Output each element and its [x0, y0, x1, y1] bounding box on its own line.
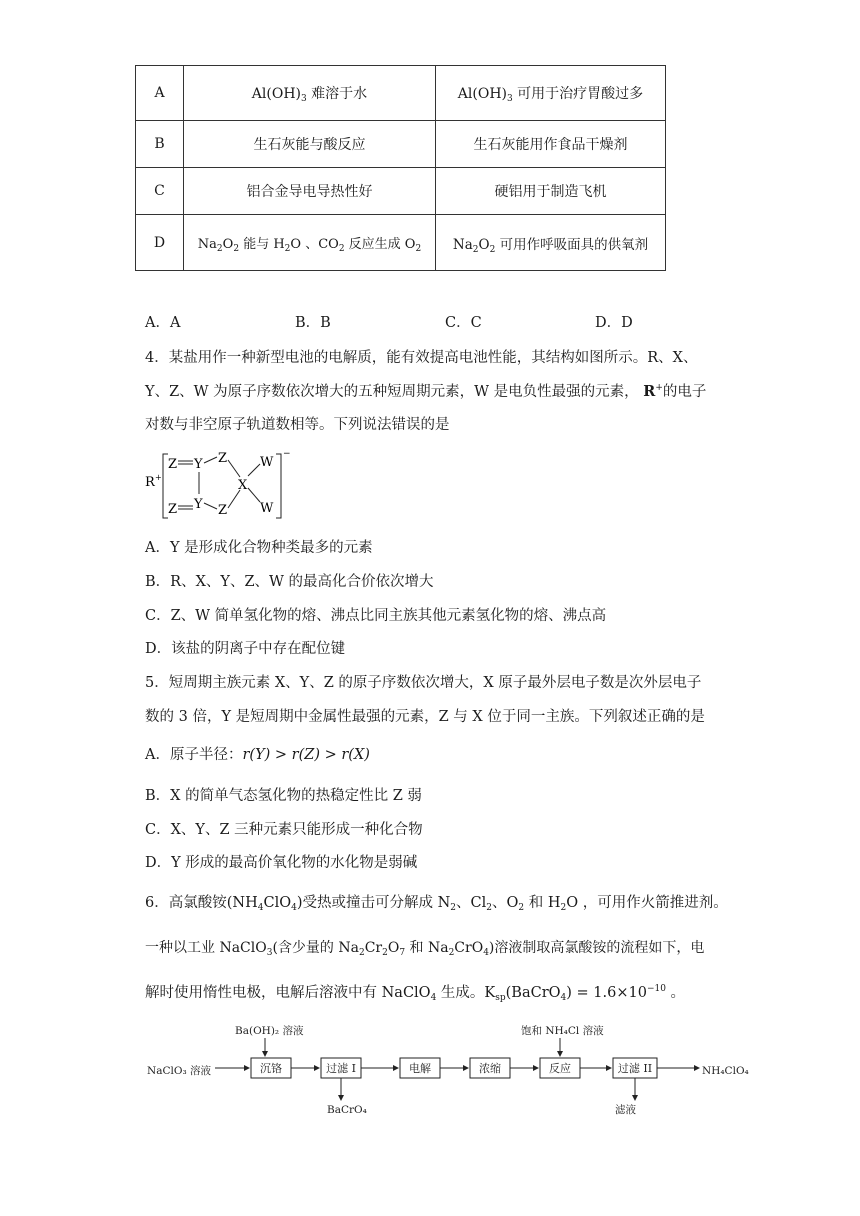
atom-z: Z — [218, 451, 228, 466]
q4-stem-line1: 4．某盐用作一种新型电池的电解质，能有效提高电池性能，其结构如图所示。R、X、 — [145, 350, 698, 366]
atom-y: Y — [194, 497, 203, 512]
flow-step-filter-2: 过滤 II — [617, 1062, 653, 1075]
choice-b[interactable]: B．B — [295, 315, 331, 331]
atom-y: Y — [194, 457, 203, 472]
flow-step-chromium-precipitation: 沉铬 — [260, 1062, 282, 1075]
q5-stem-line2: 数的 3 倍，Y 是短周期中金属性最强的元素，Z 与 X 位于同一主族。下列叙述正确的是 — [145, 709, 705, 725]
q4-option-b[interactable]: B．R、X、Y、Z、W 的最高化合价依次增大 — [145, 574, 434, 590]
atom-z: Z — [218, 503, 228, 518]
process-flowchart — [145, 1020, 755, 1120]
table-row — [136, 168, 666, 215]
choice-d[interactable]: D．D — [595, 315, 633, 331]
application-cell: $Na_2O_2$ 可用作呼吸面具的供氧剂 — [436, 215, 666, 271]
choice-a[interactable]: A．A — [145, 315, 181, 331]
q3-choices — [145, 313, 745, 333]
atom-w: W — [260, 455, 274, 470]
q4-stem-line2: Y、Z、W 为原子序数依次增大的五种短周期元素，W 是电负性最强的元素， R+的电子 — [145, 383, 707, 400]
table-row — [136, 215, 666, 271]
q5-stem-line1: 5．短周期主族元素 X、Y、Z 的原子序数依次增大，X 原子最外层电子数是次外层电子 — [145, 675, 702, 691]
flow-step-filter-1: 过滤 I — [326, 1062, 356, 1075]
q5-option-b[interactable]: B．X 的简单气态氢化物的热稳定性比 Z 弱 — [145, 788, 422, 804]
table-row — [136, 121, 666, 168]
q6-stem-line3: 解时使用惰性电极，电解后溶液中有 NaClO$_4$ 生成。$K_{sp}(BaCrO_4) = 1.6\times 10^{-10}$ 。 — [145, 984, 686, 1003]
flow-byproduct-filtrate: 滤液 — [615, 1104, 636, 1116]
flow-byproduct-bacro4: BaCrO₄ — [327, 1104, 367, 1116]
q5-option-a[interactable]: A．原子半径：r(Y) > r(Z) > r(X) — [145, 747, 370, 763]
q5-option-d[interactable]: D．Y 形成的最高价氧化物的水化物是弱碱 — [145, 855, 418, 871]
atom-z: Z — [168, 457, 178, 472]
q4-option-d[interactable]: D．该盐的阴离子中存在配位键 — [145, 641, 346, 657]
q4-stem-line3: 对数与非空原子轨道数相等。下列说法错误的是 — [145, 417, 450, 433]
atom-z: Z — [168, 502, 178, 517]
row-label: C — [136, 168, 184, 215]
q4-option-c[interactable]: C．Z、W 简单氢化物的熔、沸点比同主族其他元素氢化物的熔、沸点高 — [145, 608, 607, 624]
options-table — [135, 65, 666, 271]
salt-structure-diagram — [140, 448, 300, 523]
right-bracket — [276, 454, 281, 518]
anion-charge: − — [283, 449, 291, 459]
q4-option-a[interactable]: A．Y 是形成化合物种类最多的元素 — [145, 540, 373, 556]
flow-step-concentrate: 浓缩 — [479, 1062, 501, 1075]
cation-label: R — [145, 475, 155, 490]
statement-cell: 生石灰能与酸反应 — [184, 121, 436, 168]
flow-start: NaClO₃ 溶液 — [147, 1065, 211, 1077]
statement-cell: $Na_2O_2$ 能与 $H_2O$ 、$CO_2$ 反应生成 $O_2$ — [184, 215, 436, 271]
atom-x: X — [238, 478, 248, 493]
application-cell: $Al(OH)_3$ 可用于治疗胃酸过多 — [436, 66, 666, 121]
flow-step-reaction: 反应 — [549, 1062, 571, 1075]
radius-formula: r(Y) > r(Z) > r(X) — [242, 747, 370, 763]
row-label: B — [136, 121, 184, 168]
choice-c[interactable]: C．C — [445, 315, 482, 331]
atom-w: W — [260, 501, 274, 516]
q5-option-c[interactable]: C．X、Y、Z 三种元素只能形成一种化合物 — [145, 822, 423, 838]
application-cell: 生石灰能用作食品干燥剂 — [436, 121, 666, 168]
flow-reagent-baoh2: Ba(OH)₂ 溶液 — [235, 1025, 304, 1037]
row-label: A — [136, 66, 184, 121]
cation-charge: + — [155, 473, 162, 482]
flow-end: NH₄ClO₄ — [702, 1065, 749, 1077]
table-row — [136, 66, 666, 121]
statement-cell: $Al(OH)_3$ 难溶于水 — [184, 66, 436, 121]
flow-reagent-nh4cl: 饱和 NH₄Cl 溶液 — [521, 1025, 604, 1037]
application-cell: 硬铝用于制造飞机 — [436, 168, 666, 215]
q6-stem-line1: 6．高氯酸铵$(NH_4ClO_4)$受热或撞击可分解成 $N_2$、$Cl_2$、$O_2$ 和 $H_2O$ ，可用作火箭推进剂。 — [145, 895, 728, 913]
statement-cell: 铝合金导电导热性好 — [184, 168, 436, 215]
flow-step-electrolysis: 电解 — [409, 1062, 431, 1075]
q6-stem-line2: 一种以工业 NaClO$_3$(含少量的 $Na_2Cr_2O_7$ 和 $Na_2CrO_4$)溶液制取高氯酸铵的流程如下，电 — [145, 940, 705, 958]
row-label: D — [136, 215, 184, 271]
